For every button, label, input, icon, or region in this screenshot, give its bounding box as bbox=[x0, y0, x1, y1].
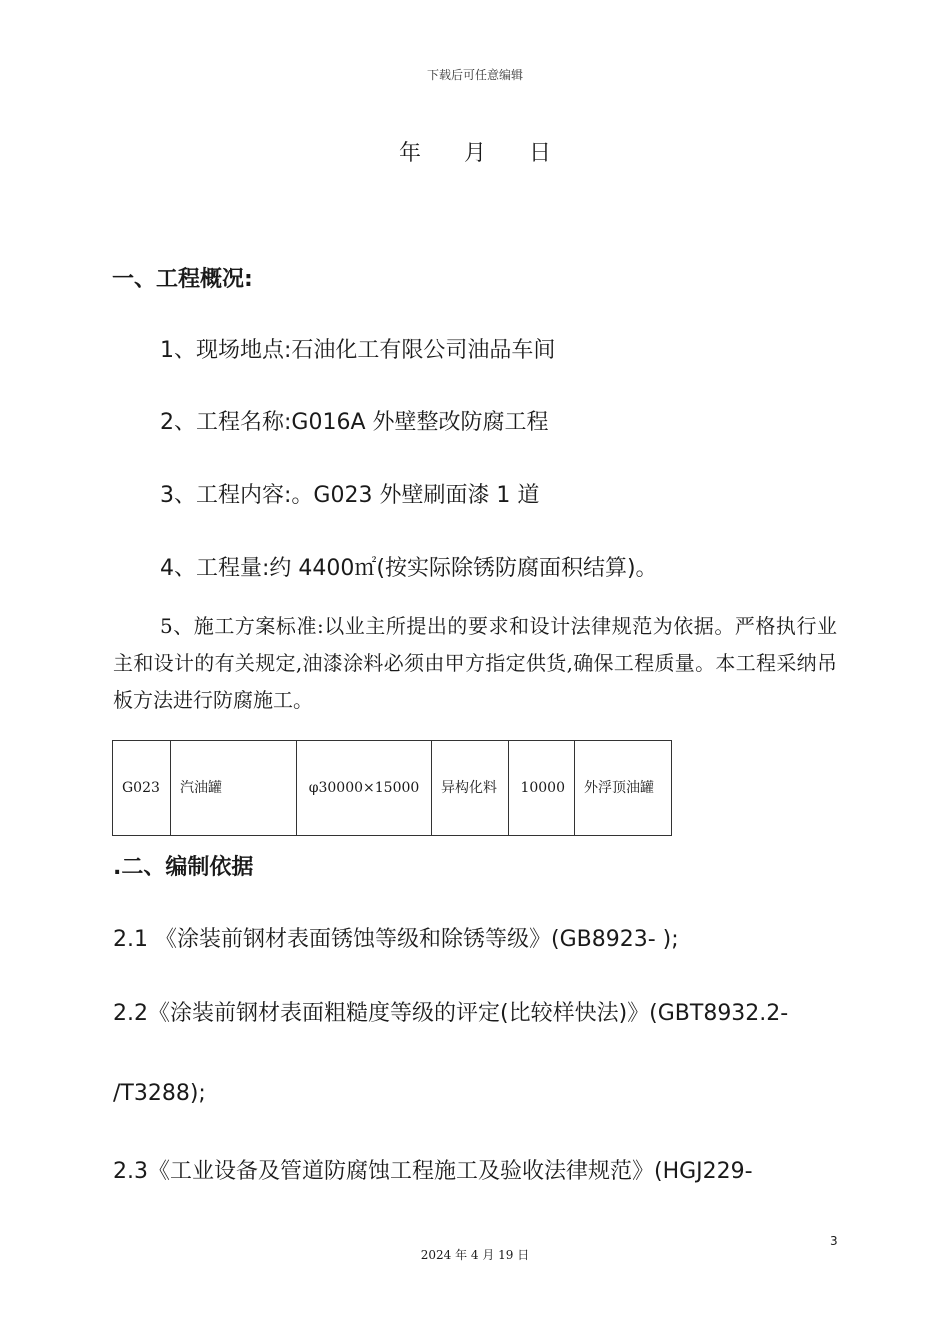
reference-2-3: 2.3《工业设备及管道防腐蚀工程施工及验收法律规范》(HGJ229- bbox=[113, 1159, 753, 1184]
table-cell-medium: 异构化料 bbox=[432, 741, 509, 836]
footer-date: 2024 年 4 月 19 日 bbox=[420, 1248, 530, 1262]
table-cell-roof-type: 外浮顶油罐 bbox=[575, 741, 672, 836]
header-note: 下载后可任意编辑 bbox=[426, 68, 523, 82]
table-cell-tank-id: G023 bbox=[113, 741, 171, 836]
overview-item-project-name: 2、工程名称:G016A 外壁整改防腐工程 bbox=[160, 410, 549, 435]
reference-2-2-continued: /T3288); bbox=[113, 1081, 206, 1106]
table-cell-volume: 10000 bbox=[509, 741, 575, 836]
section1-title: 一、工程概况: bbox=[112, 267, 253, 292]
reference-2-2: 2.2《涂装前钢材表面粗糙度等级的评定(比较样快法)》(GBT8932.2- bbox=[113, 1001, 789, 1026]
reference-2-1: 2.1 《涂装前钢材表面锈蚀等级和除锈等级》(GB8923- ); bbox=[113, 927, 679, 952]
overview-item-quantity: 4、工程量:约 4400㎡(按实际除锈防腐面积结算)。 bbox=[160, 556, 658, 581]
tank-table bbox=[112, 740, 672, 836]
overview-item-location: 1、现场地点:石油化工有限公司油品车间 bbox=[160, 338, 556, 363]
page-number: 3 bbox=[830, 1234, 838, 1248]
table-row bbox=[113, 741, 672, 836]
overview-item-content: 3、工程内容:。G023 外壁刷面漆 1 道 bbox=[160, 483, 540, 508]
date-line: 年 月 日 bbox=[399, 141, 569, 166]
table-cell-tank-type: 汽油罐 bbox=[171, 741, 297, 836]
construction-standard-paragraph: 5、施工方案标准:以业主所提出的要求和设计法律规范为依据。严格执行业主和设计的有关规定,油漆涂料必须由甲方指定供货,确保工程质量。本工程采纳吊板方法进行防腐施工。 bbox=[113, 614, 837, 712]
section2-title: .二、编制依据 bbox=[113, 855, 254, 880]
table-cell-dimensions: φ30000×15000 bbox=[297, 741, 432, 836]
